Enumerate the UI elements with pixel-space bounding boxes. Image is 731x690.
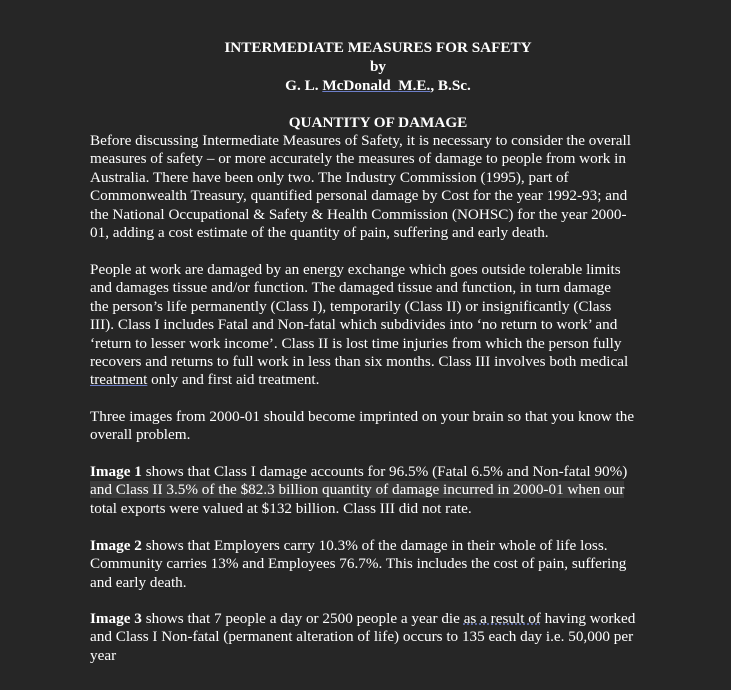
text-line: Community carries 13% and Employees 76.7%. This includes the cost of pain, suffering: [90, 555, 627, 573]
text-line: Commonwealth Treasury, quantified personal damage by Cost for the year 1992-93; and: [90, 187, 628, 205]
text-line-highlighted: [90, 481, 670, 499]
text-line: Australia. There have been only two. The Industry Commission (1995), part of: [90, 168, 569, 186]
text-line: Image 3 shows that 7 people a day or 2500 people a year die as a result of having worked: [90, 610, 636, 627]
image-3-label: Image 3: [90, 610, 142, 627]
grammar-flag-as-a-result-of: as a result of: [463, 610, 541, 627]
text-line: treatment only and first aid treatment.: [90, 371, 320, 389]
text-line: year: [90, 646, 117, 664]
text-line: and damages tissue and/or function. The damaged tissue and function, in turn damage: [90, 279, 612, 297]
paragraph-three-images: [90, 408, 670, 445]
paragraph-image-1: [90, 463, 670, 518]
document-title: INTERMEDIATE MEASURES FOR SAFETY: [224, 39, 532, 56]
author-suffix: , B.Sc.: [430, 77, 471, 94]
text-line: the National Occupational & Safety & Health Commission (NOHSC) for the year 2000-: [90, 205, 627, 223]
text-line: the person’s life permanently (Class I), temporarily (Class II) or insignificantly (Class: [90, 297, 612, 315]
byline-by: by: [369, 58, 387, 75]
author-prefix: G. L.: [285, 77, 323, 94]
text-line: Three images from 2000-01 should become imprinted on your brain so that you know the: [90, 408, 635, 425]
paragraph-image-3: [90, 610, 670, 665]
text-line: Image 2 shows that Employers carry 10.3% of the damage in their whole of life loss.: [90, 537, 608, 554]
underlined-word-treatment: treatment: [90, 371, 148, 389]
author-line: [0, 77, 731, 95]
text-line: ‘return to lesser work income’. Class II is lost time injuries from which the person fully: [90, 334, 622, 352]
text-line: recovers and returns to full work in less than six months. Class III involves both medical: [90, 353, 629, 371]
text-line: 01, adding a cost estimate of the quantity of pain, suffering and early death.: [90, 224, 549, 242]
image-1-label: Image 1: [90, 463, 142, 480]
text-line: measures of safety – or more accurately the measures of damage to people from work in: [90, 150, 626, 168]
highlighted-text-selection: and Class II 3.5% of the $82.3 billion quantity of damage incurred in 2000-01 when our: [90, 481, 625, 499]
author-credential: M.E.: [398, 77, 431, 94]
paragraph-damage-classes: [90, 261, 670, 390]
text-line: Image 1 shows that Class I damage accounts for 96.5% (Fatal 6.5% and Non-fatal 90%): [90, 463, 628, 480]
image-2-label: Image 2: [90, 537, 142, 554]
text-line: and early death.: [90, 573, 187, 591]
text-line: Before discussing Intermediate Measures of Safety, it is necessary to consider the overall: [90, 132, 631, 149]
section-title: QUANTITY OF DAMAGE: [288, 114, 468, 131]
text-line: and Class I Non-fatal (permanent alteration of life) occurs to 135 each day i.e. 50,000 per: [90, 628, 634, 646]
text-line: total exports were valued at $132 billion. Class III did not rate.: [90, 499, 472, 517]
paragraph-overall-measures: [90, 132, 670, 242]
paragraph-image-2: [90, 537, 670, 592]
text-line: III). Class I includes Fatal and Non-fatal which subdivides into ‘no return to work’ and: [90, 316, 618, 334]
text-line: People at work are damaged by an energy exchange which goes outside tolerable limits: [90, 261, 621, 278]
author-name: McDonald: [322, 77, 391, 94]
text-line: overall problem.: [90, 426, 191, 444]
